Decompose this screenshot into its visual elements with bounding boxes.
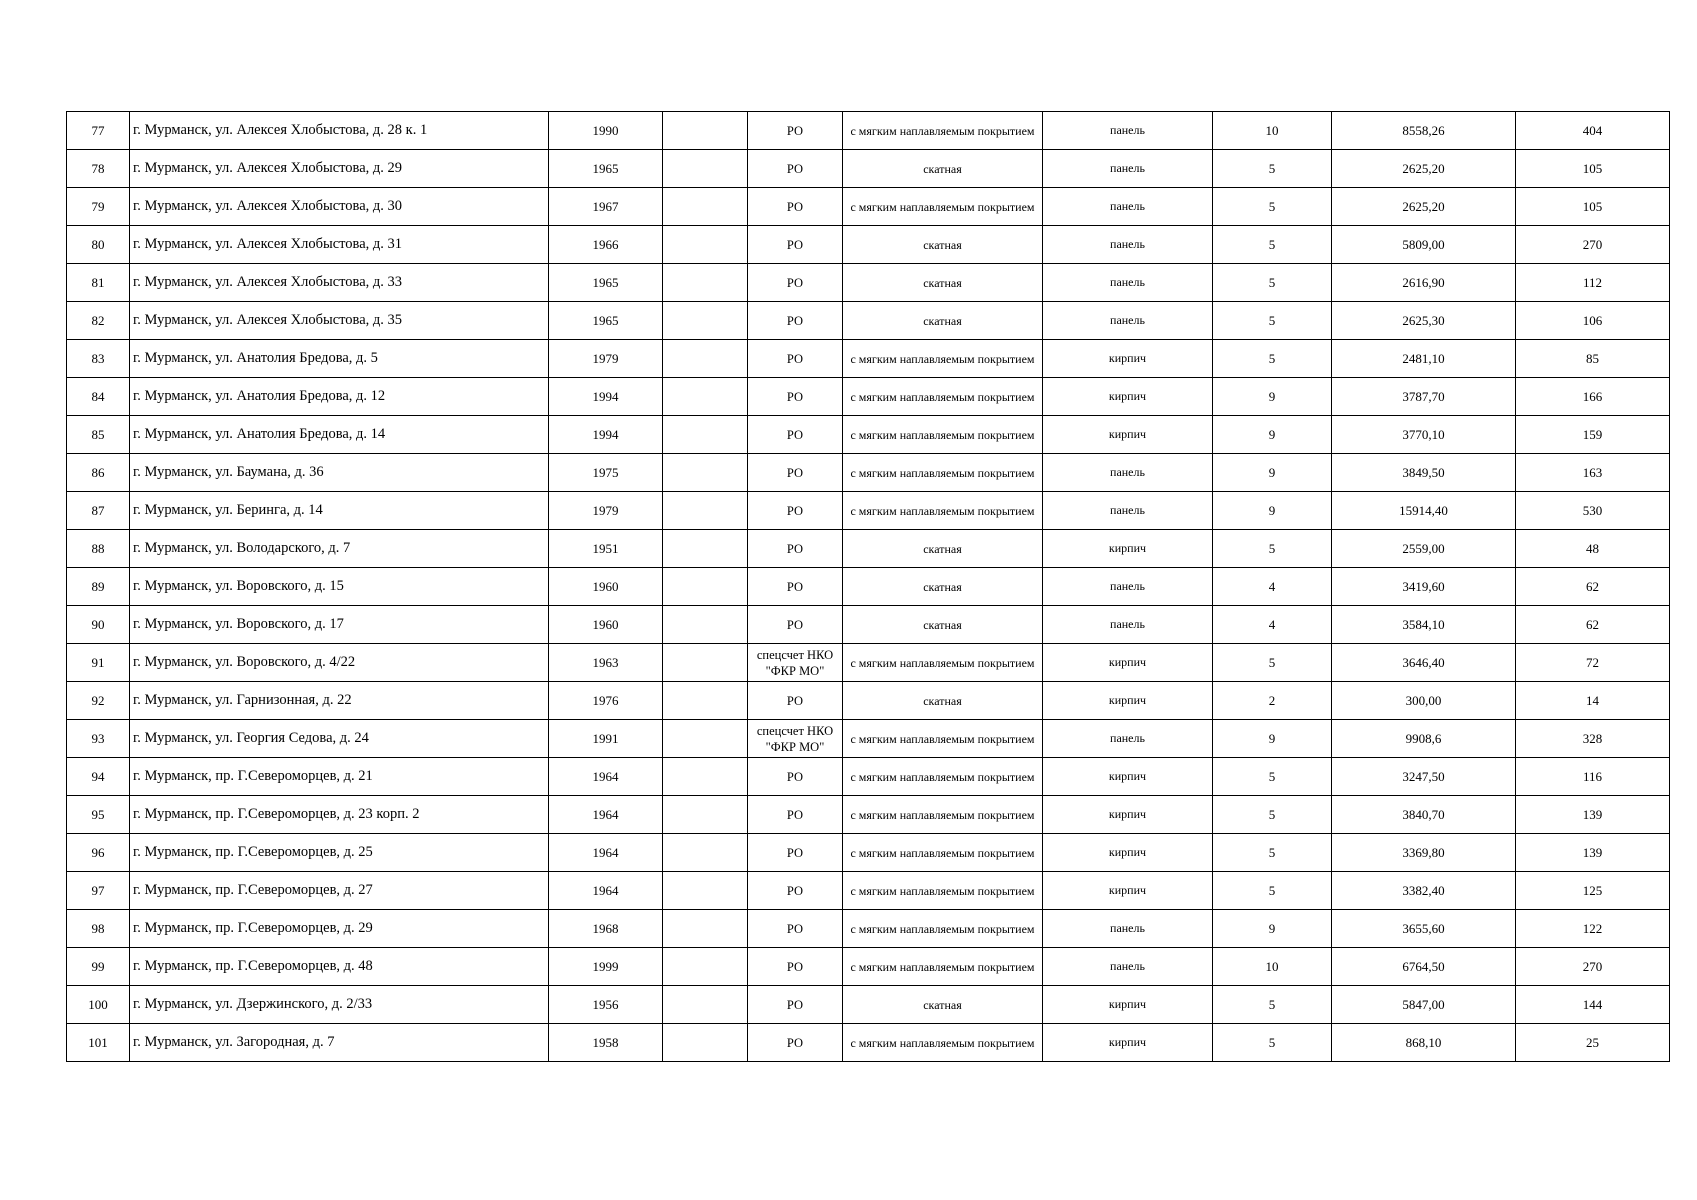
row-number-cell: 77 — [67, 112, 130, 150]
year-cell: 1965 — [549, 150, 663, 188]
empty-cell — [663, 112, 748, 150]
roof-type-cell: скатная — [843, 226, 1043, 264]
table-row — [67, 720, 1670, 758]
row-number-cell: 95 — [67, 796, 130, 834]
roof-type-cell: с мягким наплавляемым покрытием — [843, 948, 1043, 986]
housing-register-table — [66, 111, 1670, 1062]
floors-cell: 2 — [1213, 682, 1332, 720]
empty-cell — [663, 1024, 748, 1062]
year-cell: 1958 — [549, 1024, 663, 1062]
fund-method-cell: РО — [748, 530, 843, 568]
fund-method-cell: РО — [748, 302, 843, 340]
row-number-cell: 87 — [67, 492, 130, 530]
floors-cell: 5 — [1213, 644, 1332, 682]
roof-type-cell: скатная — [843, 264, 1043, 302]
address-cell: г. Мурманск, ул. Баумана, д. 36 — [130, 454, 549, 492]
wall-material-cell: панель — [1043, 264, 1213, 302]
wall-material-cell: панель — [1043, 948, 1213, 986]
table-row — [67, 530, 1670, 568]
year-cell: 1951 — [549, 530, 663, 568]
area-cell: 3787,70 — [1332, 378, 1516, 416]
area-cell: 3849,50 — [1332, 454, 1516, 492]
floors-cell: 9 — [1213, 416, 1332, 454]
area-cell: 3419,60 — [1332, 568, 1516, 606]
empty-cell — [663, 644, 748, 682]
roof-type-cell: скатная — [843, 986, 1043, 1024]
roof-type-cell: с мягким наплавляемым покрытием — [843, 644, 1043, 682]
address-cell: г. Мурманск, пр. Г.Североморцев, д. 48 — [130, 948, 549, 986]
empty-cell — [663, 302, 748, 340]
empty-cell — [663, 910, 748, 948]
empty-cell — [663, 530, 748, 568]
roof-type-cell: скатная — [843, 568, 1043, 606]
wall-material-cell: панель — [1043, 302, 1213, 340]
residents-cell: 166 — [1516, 378, 1670, 416]
floors-cell: 9 — [1213, 910, 1332, 948]
row-number-cell: 86 — [67, 454, 130, 492]
row-number-cell: 97 — [67, 872, 130, 910]
address-cell: г. Мурманск, ул. Беринга, д. 14 — [130, 492, 549, 530]
row-number-cell: 98 — [67, 910, 130, 948]
floors-cell: 5 — [1213, 758, 1332, 796]
floors-cell: 5 — [1213, 150, 1332, 188]
wall-material-cell: панель — [1043, 188, 1213, 226]
area-cell: 8558,26 — [1332, 112, 1516, 150]
empty-cell — [663, 796, 748, 834]
empty-cell — [663, 606, 748, 644]
fund-method-cell: РО — [748, 948, 843, 986]
fund-method-cell: РО — [748, 492, 843, 530]
address-cell: г. Мурманск, пр. Г.Североморцев, д. 29 — [130, 910, 549, 948]
area-cell: 2625,20 — [1332, 150, 1516, 188]
year-cell: 1966 — [549, 226, 663, 264]
residents-cell: 116 — [1516, 758, 1670, 796]
roof-type-cell: с мягким наплавляемым покрытием — [843, 378, 1043, 416]
residents-cell: 48 — [1516, 530, 1670, 568]
residents-cell: 404 — [1516, 112, 1670, 150]
wall-material-cell: кирпич — [1043, 416, 1213, 454]
roof-type-cell: с мягким наплавляемым покрытием — [843, 720, 1043, 758]
address-cell: г. Мурманск, ул. Алексея Хлобыстова, д. 33 — [130, 264, 549, 302]
fund-method-cell: РО — [748, 682, 843, 720]
fund-method-cell: РО — [748, 568, 843, 606]
area-cell: 2616,90 — [1332, 264, 1516, 302]
address-cell: г. Мурманск, пр. Г.Североморцев, д. 21 — [130, 758, 549, 796]
table-row — [67, 872, 1670, 910]
wall-material-cell: панель — [1043, 492, 1213, 530]
fund-method-cell: РО — [748, 264, 843, 302]
residents-cell: 270 — [1516, 226, 1670, 264]
row-number-cell: 85 — [67, 416, 130, 454]
empty-cell — [663, 150, 748, 188]
residents-cell: 139 — [1516, 834, 1670, 872]
row-number-cell: 79 — [67, 188, 130, 226]
residents-cell: 105 — [1516, 188, 1670, 226]
address-cell: г. Мурманск, ул. Алексея Хлобыстова, д. 29 — [130, 150, 549, 188]
roof-type-cell: с мягким наплавляемым покрытием — [843, 188, 1043, 226]
floors-cell: 9 — [1213, 492, 1332, 530]
fund-method-cell: РО — [748, 150, 843, 188]
address-cell: г. Мурманск, ул. Дзержинского, д. 2/33 — [130, 986, 549, 1024]
row-number-cell: 84 — [67, 378, 130, 416]
residents-cell: 85 — [1516, 340, 1670, 378]
roof-type-cell: с мягким наплавляемым покрытием — [843, 834, 1043, 872]
roof-type-cell: с мягким наплавляемым покрытием — [843, 112, 1043, 150]
table-row — [67, 644, 1670, 682]
area-cell: 3646,40 — [1332, 644, 1516, 682]
row-number-cell: 80 — [67, 226, 130, 264]
table-row — [67, 492, 1670, 530]
roof-type-cell: с мягким наплавляемым покрытием — [843, 1024, 1043, 1062]
residents-cell: 106 — [1516, 302, 1670, 340]
residents-cell: 125 — [1516, 872, 1670, 910]
roof-type-cell: скатная — [843, 150, 1043, 188]
residents-cell: 270 — [1516, 948, 1670, 986]
area-cell: 5847,00 — [1332, 986, 1516, 1024]
year-cell: 1976 — [549, 682, 663, 720]
area-cell: 9908,6 — [1332, 720, 1516, 758]
empty-cell — [663, 986, 748, 1024]
table-row — [67, 910, 1670, 948]
roof-type-cell: с мягким наплавляемым покрытием — [843, 454, 1043, 492]
row-number-cell: 78 — [67, 150, 130, 188]
year-cell: 1999 — [549, 948, 663, 986]
year-cell: 1994 — [549, 416, 663, 454]
fund-method-cell: спецсчет НКО "ФКР МО" — [748, 644, 843, 682]
address-cell: г. Мурманск, пр. Г.Североморцев, д. 23 корп. 2 — [130, 796, 549, 834]
wall-material-cell: панель — [1043, 606, 1213, 644]
residents-cell: 159 — [1516, 416, 1670, 454]
area-cell: 3369,80 — [1332, 834, 1516, 872]
table-row — [67, 606, 1670, 644]
year-cell: 1967 — [549, 188, 663, 226]
roof-type-cell: с мягким наплавляемым покрытием — [843, 340, 1043, 378]
year-cell: 1964 — [549, 796, 663, 834]
address-cell: г. Мурманск, пр. Г.Североморцев, д. 25 — [130, 834, 549, 872]
wall-material-cell: кирпич — [1043, 758, 1213, 796]
address-cell: г. Мурманск, ул. Алексея Хлобыстова, д. 31 — [130, 226, 549, 264]
area-cell: 300,00 — [1332, 682, 1516, 720]
roof-type-cell: скатная — [843, 606, 1043, 644]
area-cell: 2481,10 — [1332, 340, 1516, 378]
row-number-cell: 88 — [67, 530, 130, 568]
floors-cell: 5 — [1213, 302, 1332, 340]
table-row — [67, 378, 1670, 416]
area-cell: 3584,10 — [1332, 606, 1516, 644]
fund-method-cell: РО — [748, 758, 843, 796]
address-cell: г. Мурманск, ул. Воровского, д. 15 — [130, 568, 549, 606]
empty-cell — [663, 948, 748, 986]
empty-cell — [663, 454, 748, 492]
table-row — [67, 150, 1670, 188]
wall-material-cell: панель — [1043, 112, 1213, 150]
floors-cell: 5 — [1213, 188, 1332, 226]
address-cell: г. Мурманск, ул. Алексея Хлобыстова, д. 28 к. 1 — [130, 112, 549, 150]
fund-method-cell: РО — [748, 188, 843, 226]
empty-cell — [663, 492, 748, 530]
roof-type-cell: с мягким наплавляемым покрытием — [843, 872, 1043, 910]
table-row — [67, 986, 1670, 1024]
year-cell: 1965 — [549, 302, 663, 340]
fund-method-cell: спецсчет НКО "ФКР МО" — [748, 720, 843, 758]
table-row — [67, 454, 1670, 492]
wall-material-cell: панель — [1043, 454, 1213, 492]
floors-cell: 5 — [1213, 340, 1332, 378]
row-number-cell: 91 — [67, 644, 130, 682]
empty-cell — [663, 378, 748, 416]
floors-cell: 5 — [1213, 1024, 1332, 1062]
empty-cell — [663, 872, 748, 910]
fund-method-cell: РО — [748, 872, 843, 910]
area-cell: 5809,00 — [1332, 226, 1516, 264]
roof-type-cell: с мягким наплавляемым покрытием — [843, 758, 1043, 796]
row-number-cell: 93 — [67, 720, 130, 758]
residents-cell: 112 — [1516, 264, 1670, 302]
row-number-cell: 96 — [67, 834, 130, 872]
address-cell: г. Мурманск, ул. Алексея Хлобыстова, д. 30 — [130, 188, 549, 226]
fund-method-cell: РО — [748, 378, 843, 416]
floors-cell: 5 — [1213, 796, 1332, 834]
address-cell: г. Мурманск, ул. Анатолия Бредова, д. 14 — [130, 416, 549, 454]
floors-cell: 4 — [1213, 568, 1332, 606]
table-row — [67, 416, 1670, 454]
floors-cell: 9 — [1213, 378, 1332, 416]
wall-material-cell: кирпич — [1043, 378, 1213, 416]
area-cell: 2625,20 — [1332, 188, 1516, 226]
table-row — [67, 796, 1670, 834]
roof-type-cell: с мягким наплавляемым покрытием — [843, 910, 1043, 948]
wall-material-cell: панель — [1043, 568, 1213, 606]
year-cell: 1960 — [549, 606, 663, 644]
roof-type-cell: скатная — [843, 682, 1043, 720]
residents-cell: 72 — [1516, 644, 1670, 682]
floors-cell: 5 — [1213, 872, 1332, 910]
row-number-cell: 81 — [67, 264, 130, 302]
area-cell: 868,10 — [1332, 1024, 1516, 1062]
floors-cell: 10 — [1213, 948, 1332, 986]
wall-material-cell: панель — [1043, 226, 1213, 264]
row-number-cell: 101 — [67, 1024, 130, 1062]
area-cell: 3247,50 — [1332, 758, 1516, 796]
fund-method-cell: РО — [748, 834, 843, 872]
area-cell: 3770,10 — [1332, 416, 1516, 454]
floors-cell: 4 — [1213, 606, 1332, 644]
floors-cell: 5 — [1213, 226, 1332, 264]
area-cell: 2625,30 — [1332, 302, 1516, 340]
floors-cell: 5 — [1213, 834, 1332, 872]
table-row — [67, 340, 1670, 378]
year-cell: 1990 — [549, 112, 663, 150]
wall-material-cell: кирпич — [1043, 644, 1213, 682]
roof-type-cell: скатная — [843, 302, 1043, 340]
empty-cell — [663, 416, 748, 454]
wall-material-cell: панель — [1043, 720, 1213, 758]
residents-cell: 62 — [1516, 568, 1670, 606]
address-cell: г. Мурманск, ул. Загородная, д. 7 — [130, 1024, 549, 1062]
row-number-cell: 92 — [67, 682, 130, 720]
residents-cell: 14 — [1516, 682, 1670, 720]
wall-material-cell: панель — [1043, 910, 1213, 948]
empty-cell — [663, 720, 748, 758]
residents-cell: 530 — [1516, 492, 1670, 530]
roof-type-cell: с мягким наплавляемым покрытием — [843, 416, 1043, 454]
year-cell: 1960 — [549, 568, 663, 606]
wall-material-cell: кирпич — [1043, 340, 1213, 378]
table-row — [67, 682, 1670, 720]
year-cell: 1991 — [549, 720, 663, 758]
empty-cell — [663, 682, 748, 720]
year-cell: 1964 — [549, 872, 663, 910]
residents-cell: 105 — [1516, 150, 1670, 188]
fund-method-cell: РО — [748, 340, 843, 378]
table-row — [67, 226, 1670, 264]
row-number-cell: 94 — [67, 758, 130, 796]
floors-cell: 9 — [1213, 454, 1332, 492]
table-row — [67, 264, 1670, 302]
year-cell: 1964 — [549, 834, 663, 872]
row-number-cell: 89 — [67, 568, 130, 606]
fund-method-cell: РО — [748, 910, 843, 948]
year-cell: 1994 — [549, 378, 663, 416]
fund-method-cell: РО — [748, 986, 843, 1024]
year-cell: 1979 — [549, 492, 663, 530]
wall-material-cell: кирпич — [1043, 834, 1213, 872]
wall-material-cell: кирпич — [1043, 986, 1213, 1024]
address-cell: г. Мурманск, ул. Воровского, д. 4/22 — [130, 644, 549, 682]
residents-cell: 122 — [1516, 910, 1670, 948]
address-cell: г. Мурманск, ул. Гарнизонная, д. 22 — [130, 682, 549, 720]
address-cell: г. Мурманск, ул. Анатолия Бредова, д. 5 — [130, 340, 549, 378]
table-row — [67, 112, 1670, 150]
fund-method-cell: РО — [748, 606, 843, 644]
empty-cell — [663, 568, 748, 606]
table-body — [67, 112, 1670, 1062]
wall-material-cell: кирпич — [1043, 796, 1213, 834]
residents-cell: 62 — [1516, 606, 1670, 644]
table-row — [67, 568, 1670, 606]
row-number-cell: 90 — [67, 606, 130, 644]
row-number-cell: 99 — [67, 948, 130, 986]
floors-cell: 5 — [1213, 264, 1332, 302]
area-cell: 3840,70 — [1332, 796, 1516, 834]
roof-type-cell: с мягким наплавляемым покрытием — [843, 796, 1043, 834]
row-number-cell: 83 — [67, 340, 130, 378]
table-row — [67, 188, 1670, 226]
residents-cell: 144 — [1516, 986, 1670, 1024]
year-cell: 1965 — [549, 264, 663, 302]
fund-method-cell: РО — [748, 454, 843, 492]
area-cell: 2559,00 — [1332, 530, 1516, 568]
table-row — [67, 1024, 1670, 1062]
area-cell: 15914,40 — [1332, 492, 1516, 530]
year-cell: 1956 — [549, 986, 663, 1024]
roof-type-cell: с мягким наплавляемым покрытием — [843, 492, 1043, 530]
area-cell: 6764,50 — [1332, 948, 1516, 986]
floors-cell: 5 — [1213, 530, 1332, 568]
floors-cell: 9 — [1213, 720, 1332, 758]
fund-method-cell: РО — [748, 416, 843, 454]
empty-cell — [663, 758, 748, 796]
floors-cell: 10 — [1213, 112, 1332, 150]
table-row — [67, 948, 1670, 986]
area-cell: 3382,40 — [1332, 872, 1516, 910]
residents-cell: 328 — [1516, 720, 1670, 758]
address-cell: г. Мурманск, ул. Анатолия Бредова, д. 12 — [130, 378, 549, 416]
empty-cell — [663, 188, 748, 226]
residents-cell: 25 — [1516, 1024, 1670, 1062]
residents-cell: 139 — [1516, 796, 1670, 834]
wall-material-cell: панель — [1043, 150, 1213, 188]
address-cell: г. Мурманск, ул. Воровского, д. 17 — [130, 606, 549, 644]
address-cell: г. Мурманск, ул. Георгия Седова, д. 24 — [130, 720, 549, 758]
empty-cell — [663, 834, 748, 872]
table-row — [67, 302, 1670, 340]
fund-method-cell: РО — [748, 226, 843, 264]
wall-material-cell: кирпич — [1043, 872, 1213, 910]
fund-method-cell: РО — [748, 1024, 843, 1062]
empty-cell — [663, 340, 748, 378]
year-cell: 1968 — [549, 910, 663, 948]
address-cell: г. Мурманск, ул. Алексея Хлобыстова, д. 35 — [130, 302, 549, 340]
year-cell: 1963 — [549, 644, 663, 682]
address-cell: г. Мурманск, ул. Володарского, д. 7 — [130, 530, 549, 568]
wall-material-cell: кирпич — [1043, 530, 1213, 568]
residents-cell: 163 — [1516, 454, 1670, 492]
year-cell: 1979 — [549, 340, 663, 378]
empty-cell — [663, 264, 748, 302]
row-number-cell: 82 — [67, 302, 130, 340]
roof-type-cell: скатная — [843, 530, 1043, 568]
row-number-cell: 100 — [67, 986, 130, 1024]
fund-method-cell: РО — [748, 796, 843, 834]
wall-material-cell: кирпич — [1043, 682, 1213, 720]
table-row — [67, 834, 1670, 872]
floors-cell: 5 — [1213, 986, 1332, 1024]
empty-cell — [663, 226, 748, 264]
area-cell: 3655,60 — [1332, 910, 1516, 948]
year-cell: 1964 — [549, 758, 663, 796]
year-cell: 1975 — [549, 454, 663, 492]
table-row — [67, 758, 1670, 796]
fund-method-cell: РО — [748, 112, 843, 150]
wall-material-cell: кирпич — [1043, 1024, 1213, 1062]
address-cell: г. Мурманск, пр. Г.Североморцев, д. 27 — [130, 872, 549, 910]
